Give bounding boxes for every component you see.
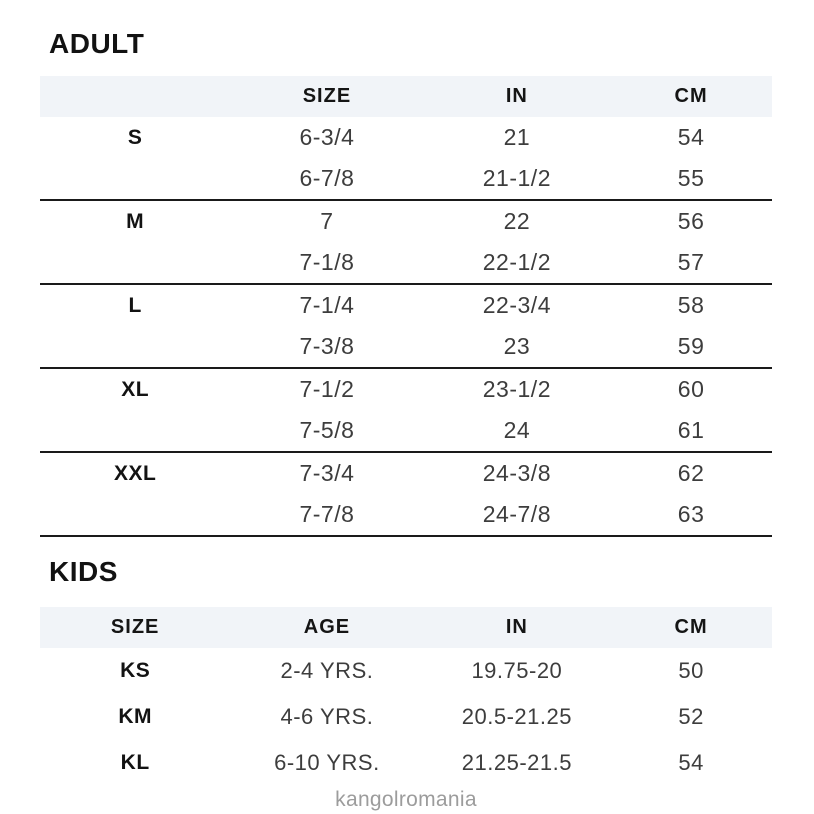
age-value: 6-10 YRS. — [274, 750, 380, 775]
table-row — [40, 694, 772, 740]
cm-value: 61 — [677, 417, 705, 443]
table-row — [40, 740, 772, 786]
size-label: KM — [118, 705, 152, 728]
kids-table-header-row — [40, 607, 772, 648]
inches-value: 24 — [503, 417, 531, 443]
table-row — [40, 285, 772, 326]
table-row — [40, 494, 772, 535]
cm-value: 50 — [678, 658, 704, 683]
kids-section-title: KIDS — [49, 556, 118, 587]
adult-size-group-xl — [40, 369, 772, 453]
kids-size-table — [40, 607, 772, 786]
kids-header-size: SIZE — [110, 616, 160, 638]
inches-value: 19.75-20 — [471, 658, 563, 683]
table-row — [40, 201, 772, 242]
table-row — [40, 117, 772, 158]
adult-table-header-row — [40, 76, 772, 117]
size-label: XXL — [113, 461, 157, 485]
table-row — [40, 158, 772, 199]
inches-value: 22-3/4 — [482, 292, 551, 318]
inches-value: 20.5-21.25 — [461, 704, 572, 729]
inches-value: 22-1/2 — [482, 249, 551, 275]
hat-size-value: 6-7/8 — [299, 165, 355, 191]
size-label: KS — [120, 659, 151, 682]
table-row — [40, 410, 772, 451]
hat-size-value: 7-3/8 — [299, 333, 355, 359]
cm-value: 63 — [677, 501, 705, 527]
kids-header-cm: CM — [674, 616, 708, 638]
hat-size-value: 6-3/4 — [299, 124, 355, 150]
inches-value: 23-1/2 — [482, 376, 551, 402]
cm-value: 60 — [677, 376, 705, 402]
size-chart-page — [0, 30, 814, 814]
inches-value: 23 — [503, 333, 531, 359]
cm-value: 55 — [677, 165, 705, 191]
size-label: L — [128, 293, 142, 317]
hat-size-value: 7-1/4 — [299, 292, 355, 318]
hat-size-value: 7 — [320, 208, 334, 234]
adult-header-cm: CM — [674, 85, 708, 107]
cm-value: 54 — [677, 124, 705, 150]
adult-size-table — [40, 76, 772, 537]
adult-header-size: SIZE — [302, 85, 352, 107]
size-label: S — [127, 125, 143, 149]
cm-value: 62 — [677, 460, 705, 486]
cm-value: 54 — [678, 750, 704, 775]
cm-value: 52 — [678, 704, 704, 729]
inches-value: 24-3/8 — [482, 460, 551, 486]
age-value: 4-6 YRS. — [280, 704, 374, 729]
table-row — [40, 648, 772, 694]
hat-size-value: 7-5/8 — [299, 417, 355, 443]
age-value: 2-4 YRS. — [280, 658, 374, 683]
adult-size-group-l — [40, 285, 772, 369]
inches-value: 21.25-21.5 — [461, 750, 572, 775]
table-row — [40, 369, 772, 410]
hat-size-value: 7-7/8 — [299, 501, 355, 527]
size-label: M — [126, 209, 145, 233]
hat-size-value: 7-1/8 — [299, 249, 355, 275]
adult-section-title: ADULT — [49, 28, 145, 59]
hat-size-value: 7-3/4 — [299, 460, 355, 486]
size-label: KL — [120, 751, 150, 774]
inches-value: 21-1/2 — [482, 165, 551, 191]
hat-size-value: 7-1/2 — [299, 376, 355, 402]
adult-size-group-s — [40, 117, 772, 201]
inches-value: 22 — [503, 208, 531, 234]
adult-header-in: IN — [505, 85, 528, 107]
inches-value: 24-7/8 — [482, 501, 551, 527]
watermark-text: kangolromania — [335, 788, 477, 811]
kids-header-in: IN — [505, 616, 528, 638]
cm-value: 59 — [677, 333, 705, 359]
adult-size-group-xxl — [40, 453, 772, 537]
table-row — [40, 326, 772, 367]
table-row — [40, 242, 772, 283]
cm-value: 56 — [677, 208, 705, 234]
adult-size-group-m — [40, 201, 772, 285]
size-label: XL — [121, 377, 150, 401]
cm-value: 58 — [677, 292, 705, 318]
cm-value: 57 — [677, 249, 705, 275]
table-row — [40, 453, 772, 494]
inches-value: 21 — [503, 124, 531, 150]
kids-header-age: AGE — [303, 616, 351, 638]
